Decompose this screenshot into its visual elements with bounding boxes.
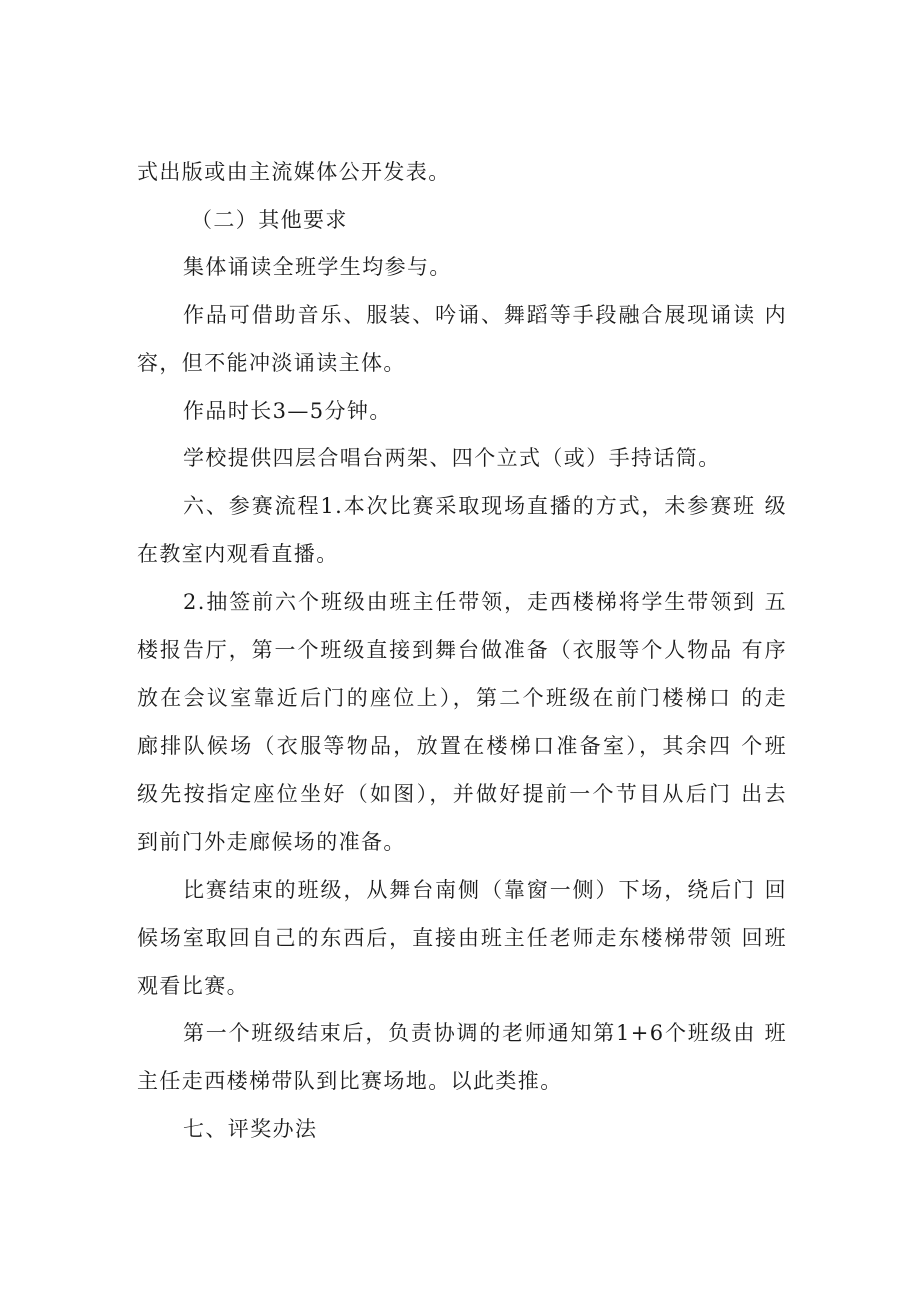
- text-line: 观看比赛。: [137, 974, 249, 998]
- subheading-text: （二）其他要求: [191, 208, 348, 232]
- heading-text: 七、评奖办法: [183, 1117, 318, 1141]
- paragraph-after-performance: [137, 866, 787, 1010]
- subheading-other-requirements: [137, 196, 787, 244]
- text-line: 2.抽签前六个班级由班主任带领，走西楼梯将学生带领到 五: [183, 590, 787, 614]
- text-line: 容，但不能冲淡诵读主体。: [137, 351, 406, 375]
- text-line: 主任走西楼梯带队到比赛场地。以此类推。: [137, 1069, 563, 1093]
- paragraph-performance-means: [137, 291, 787, 387]
- text-line: 到前门外走廊候场的准备。: [137, 830, 406, 854]
- text-line: 式出版或由主流媒体公开发表。: [137, 160, 451, 184]
- paragraph-publication-end: [137, 148, 787, 196]
- paragraph-duration: [137, 387, 787, 435]
- text-line: 候场室取回自己的东西后，直接由班主任老师走东楼梯带领 回班: [137, 926, 787, 950]
- text-line: 在教室内观看直播。: [137, 542, 339, 566]
- paragraph-contest-process: [137, 482, 787, 578]
- paragraph-all-students: [137, 243, 787, 291]
- text-line: 作品可借助音乐、服装、吟诵、舞蹈等手段融合展现诵读 内: [183, 303, 787, 327]
- text-line: 作品时长3—5分钟。: [183, 399, 392, 423]
- paragraph-equipment: [137, 434, 787, 482]
- paragraph-next-class: [137, 1009, 787, 1105]
- paragraph-lottery-arrangement: [137, 578, 787, 866]
- text-line: 廊排队候场（衣服等物品，放置在楼梯口准备室），其余四 个班: [137, 734, 787, 758]
- text-line: 放在会议室靠近后门的座位上），第二个班级在前门楼梯口 的走: [137, 686, 787, 710]
- heading-award-method: [137, 1105, 787, 1153]
- text-line: 集体诵读全班学生均参与。: [183, 255, 452, 279]
- text-line: 学校提供四层合唱台两架、四个立式（或）手持话筒。: [183, 446, 721, 470]
- text-line: 六、参赛流程1.本次比赛采取现场直播的方式，未参赛班 级: [183, 494, 787, 518]
- text-line: 楼报告厅，第一个班级直接到舞台做准备（衣服等个人物品 有序: [137, 638, 787, 662]
- text-line: 级先按指定座位坐好（如图），并做好提前一个节目从后门 出去: [137, 782, 787, 806]
- text-line: 第一个班级结束后，负责协调的老师通知第1+6个班级由 班: [183, 1021, 787, 1045]
- text-line: 比赛结束的班级，从舞台南侧（靠窗一侧）下场，绕后门 回: [183, 878, 787, 902]
